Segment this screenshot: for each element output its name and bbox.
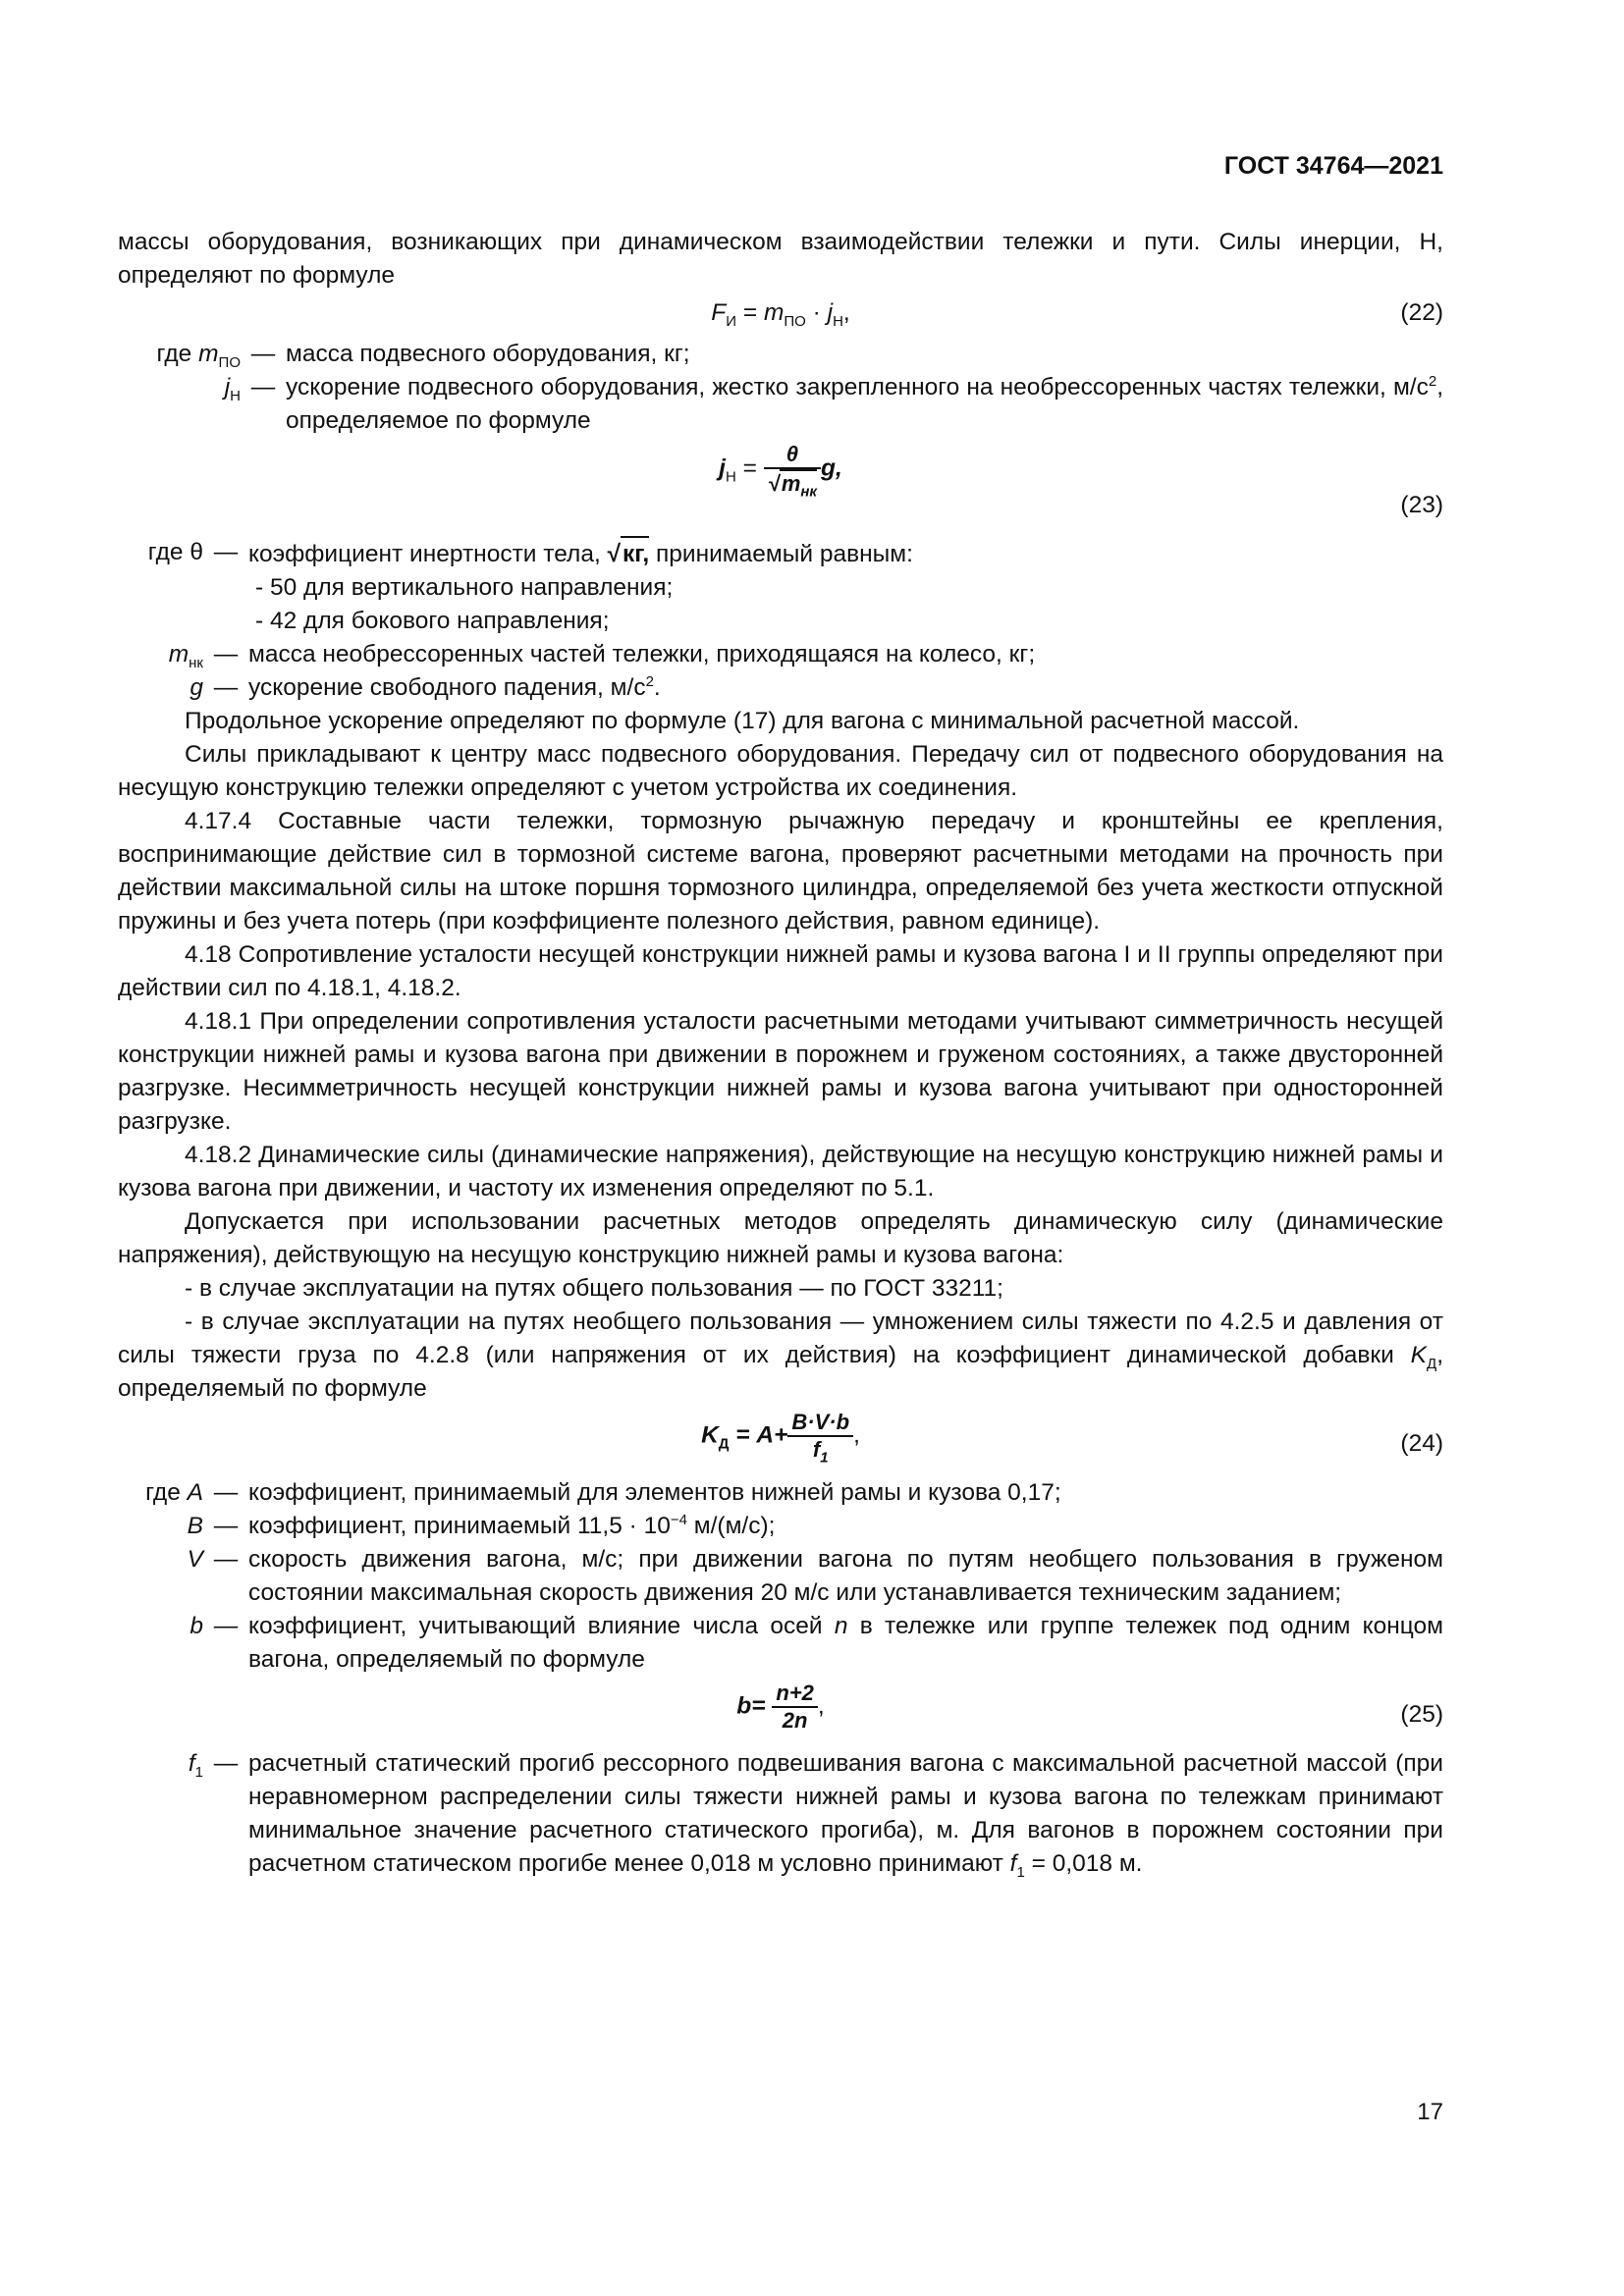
- definition-j-n-text: ускорение подвесного оборудования, жестко закрепленного на необрессоренных частях тележки, $м/с^2$, определяемое по формуле: [286, 372, 1443, 434]
- paragraph-4-18-2: 4.18.2 Динамические силы (динамические напряжения), действующие на несущую конструкцию нижней рамы и кузова вагона при движении, и частоту их изменения определяют по 5.1.: [118, 1142, 1443, 1201]
- definition-f1: $f_1$ — расчетный статический прогиб рессорного подвешивания вагона с максимальной расчетной массой (при неравномерном распределении силы тяжести нижней рамы и кузова вагона по тележкам принимают минимальное значение расчетного статического прогиба), м. Для вагонов в порожнем состоянии при расчетном статическом прогибе менее 0,018 м условно принимают $f_1 = 0,018$ м.: [118, 1747, 1443, 1881]
- paragraph-allowed: Допускается при использовании расчетных методов определять динамическую силу (динамические напряжения), действующую на несущую конструкцию нижней рамы и кузова вагона:: [118, 1208, 1443, 1268]
- definition-f1-text: расчетный статический прогиб рессорного подвешивания вагона с максимальной расчетной массой (при неравномерном распределении силы тяжести нижней рамы и кузова вагона по тележкам принимают минимальное значение расчетного статического прогиба), м. Для вагонов в порожнем состоянии при расчетном статическом прогибе менее 0,018 м условно принимают $f_1 = 0,018$ м.: [248, 1750, 1443, 1881]
- definition-theta-text: коэффициент инертности тела, √кг, принимаемый равным:: [248, 536, 1443, 571]
- list-item-lateral: - 42 для бокового направления;: [255, 608, 610, 634]
- paragraph-4-18-1: 4.18.1 При определении сопротивления усталости расчетными методами учитывают симметричность несущей конструкции нижней рамы и кузова вагона при движении в порожнем и груженом состояниях, а также двусторонней разгрузке. Несимметричность несущей конструкции нижней рамы и кузова вагона учитывают при односторонней разгрузке.: [118, 1008, 1443, 1135]
- paragraph-inertia-forces: массы оборудования, возникающих при динамическом взаимодействии тележки и пути. Силы инерции, Н, определяют по формуле: [118, 229, 1443, 289]
- formula-22-number: (22): [1400, 299, 1443, 326]
- paragraph-4-18: 4.18 Сопротивление усталости несущей конструкции нижней рамы и кузова вагона I и II группы определяют при действии сил по 4.18.1, 4.18.2.: [118, 941, 1443, 1001]
- definition-theta: где θ — коэффициент инертности тела, √кг, принимаемый равным:: [118, 536, 1443, 571]
- definition-m-po-text: масса подвесного оборудования, кг;: [286, 341, 690, 367]
- paragraph-case-2: - в случае эксплуатации на путях необщего пользования — умножением силы тяжести по 4.2.5 и давления от силы тяжести груза по 4.2.8 (или напряжения от их действия) на коэффициент динамической добавки $K_Д$, определяемый по формуле: [118, 1308, 1443, 1402]
- formula-23-expression: $j_Н$ = $\frac{\theta}{√m_{нк}}$ g,: [719, 442, 842, 501]
- definition-v: V — скорость движения вагона, м/с; при движении вагона по путям необщего пользования в груженом состоянии максимальная скорость движения 20 м/с или устанавливается техническим заданием;: [118, 1543, 1443, 1610]
- page-content: [118, 226, 1443, 1881]
- definition-j-n: $j_Н$ — ускорение подвесного оборудования, жестко закрепленного на необрессоренных частях тележки, $м/с^2$, определяемое по формуле: [118, 371, 1443, 438]
- formula-24-expression: $K_Д = A+$ $\frac{B\cdot V\cdot b}{f_1}$ ,: [701, 1410, 860, 1467]
- definition-m-po: где $m_{ПО}$ — масса подвесного оборудования, кг;: [118, 338, 1443, 371]
- formula-25-expression: b= $\frac{n+2}{2n}$ ,: [736, 1681, 825, 1733]
- formula-24-number: (24): [1400, 1430, 1443, 1457]
- paragraph-case-1: - в случае эксплуатации на путях общего пользования — по ГОСТ 33211;: [185, 1275, 1003, 1302]
- where-label: где: [156, 341, 192, 367]
- definition-b-upper-text: коэффициент, принимаемый $11,5 \cdot 10^{-4}$ м/(м/с);: [248, 1511, 776, 1539]
- fraction: $\frac{\theta}{√m_{нк}}$: [764, 442, 821, 497]
- formula-22-expression: $F_И = m_{ПО} \cdot j_Н$,: [711, 299, 850, 330]
- formula-22: [118, 293, 1443, 338]
- fraction: $\frac{B\cdot V\cdot b}{f_1}$: [787, 1410, 853, 1463]
- fraction: $\frac{n+2}{2n}$: [772, 1681, 818, 1734]
- paragraph-longitudinal: Продольное ускорение определяют по формуле (17) для вагона с минимальной расчетной массой.: [185, 708, 1300, 734]
- list-item-vertical: - 50 для вертикального направления;: [255, 574, 674, 601]
- definition-g: g — ускорение свободного падения, $м/с^2$.: [118, 671, 1443, 705]
- definition-b-upper: B — коэффициент, принимаемый $11,5 \cdot 10^{-4}$ м/(м/с);: [118, 1510, 1443, 1543]
- definition-b-lower: b — коэффициент, учитывающий влияние числа осей n в тележке или группе тележек под одним концом вагона, определяемый по формуле: [118, 1610, 1443, 1677]
- definition-g-text: ускорение свободного падения, $м/с^2$.: [248, 672, 661, 701]
- definition-v-text: скорость движения вагона, м/с; при движении вагона по путям необщего пользования в груженом состоянии максимальная скорость движения 20 м/с или устанавливается техническим заданием;: [248, 1546, 1443, 1606]
- standard-header: ГОСТ 34764—2021: [1223, 152, 1443, 180]
- formula-23-number: (23): [1400, 492, 1443, 518]
- formula-23: [118, 438, 1443, 536]
- definition-m-nk: $m_{нк}$ — масса необрессоренных частей тележки, приходящаяся на колесо, кг;: [118, 638, 1443, 671]
- paragraph-4-17-4: 4.17.4 Составные части тележки, тормозную рычажную передачу и кронштейны ее крепления, воспринимающие действие сил в тормозной системе вагона, проверяют расчетными методами на прочность при действии максимальной силы на штоке поршня тормозного цилиндра, определяемой без учета жесткости отпускной пружины и без учета потерь (при коэффициенте полезного действия, равном единице).: [118, 808, 1443, 934]
- formula-24: [118, 1406, 1443, 1476]
- definition-a-text: коэффициент, принимаемый для элементов нижней рамы и кузова 0,17;: [248, 1479, 1061, 1506]
- definition-m-nk-text: масса необрессоренных частей тележки, приходящаяся на колесо, кг;: [248, 641, 1036, 667]
- definition-a: где A — коэффициент, принимаемый для элементов нижней рамы и кузова 0,17;: [118, 1476, 1443, 1510]
- definition-b-lower-text: коэффициент, учитывающий влияние числа осей n в тележке или группе тележек под одним концом вагона, определяемый по формуле: [248, 1613, 1444, 1673]
- paragraph-forces: Силы прикладывают к центру масс подвесного оборудования. Передачу сил от подвесного оборудования на несущую конструкцию тележки определяют с учетом устройства их соединения.: [118, 741, 1443, 801]
- formula-25: [118, 1677, 1443, 1747]
- formula-25-number: (25): [1400, 1701, 1443, 1728]
- page-number: 17: [1417, 2099, 1443, 2125]
